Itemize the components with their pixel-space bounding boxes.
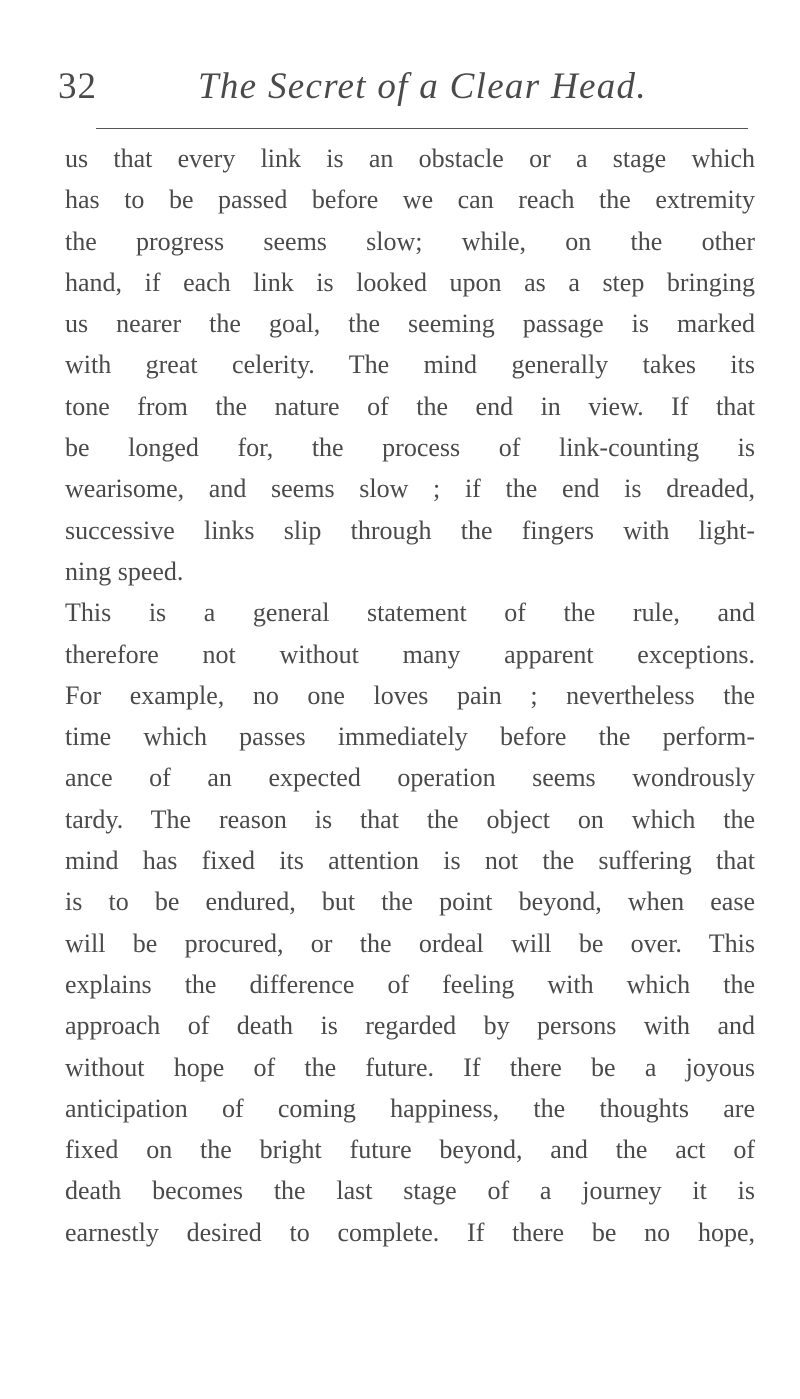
text-line: has to be passed before we can reach the extremity (65, 185, 755, 215)
text-line: This is a general statement of the rule, and (65, 598, 755, 628)
text-line: be longed for, the process of link-counting is (65, 433, 755, 463)
text-line: tone from the nature of the end in view. If that (65, 391, 755, 421)
text-line: earnestly desired to complete. If there be no hope, (65, 1217, 755, 1247)
text-line: tardy. The reason is that the object on which the (65, 804, 755, 834)
text-line: therefore not without many apparent exceptions. (65, 639, 755, 669)
running-head (58, 62, 748, 112)
text-line: will be procured, or the ordeal will be over. This (65, 928, 755, 958)
text-line: death becomes the last stage of a journey it is (65, 1176, 755, 1206)
text-line: without hope of the future. If there be a joyous (65, 1052, 755, 1082)
text-line: For example, no one loves pain ; nevertheless the (65, 680, 755, 710)
text-line: wearisome, and seems slow ; if the end is dreaded, (65, 474, 755, 504)
text-line: is to be endured, but the point beyond, when ease (65, 887, 755, 917)
text-line: explains the difference of feeling with which the (65, 969, 755, 999)
text-line: approach of death is regarded by persons with and (65, 1011, 755, 1041)
text-line: time which passes immediately before the perform- (65, 722, 755, 752)
text-line: ning speed. (65, 556, 184, 586)
text-line: us that every link is an obstacle or a stage which (65, 144, 755, 173)
text-line: the progress seems slow; while, on the other (65, 226, 755, 256)
text-line: anticipation of coming happiness, the thoughts are (65, 1093, 755, 1123)
header-rule (96, 128, 748, 129)
book-title: The Secret of a Clear Head. (198, 66, 647, 107)
text-line: successive links slip through the fingers with light- (65, 515, 755, 545)
text-line: hand, if each link is looked upon as a step bringing (65, 267, 755, 297)
text-line: us nearer the goal, the seeming passage is marked (65, 309, 755, 339)
text-line: with great celerity. The mind generally takes its (65, 350, 755, 380)
page-number: 32 (58, 66, 97, 107)
text-line: mind has fixed its attention is not the suffering that (65, 846, 755, 876)
text-line: fixed on the bright future beyond, and the act of (65, 1135, 755, 1165)
body-text (65, 138, 755, 1253)
text-line: ance of an expected operation seems wondrously (65, 763, 755, 793)
